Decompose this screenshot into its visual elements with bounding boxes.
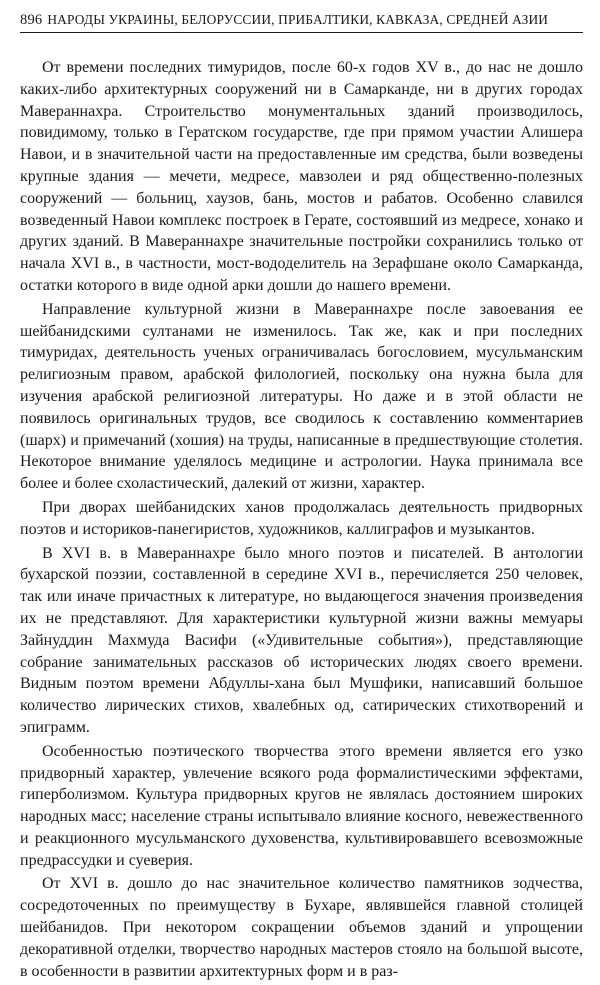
book-page [20, 12, 583, 984]
paragraph: Особенностью поэтического творчества этого времени является его узко придворный характер, увлечение всякого рода формалистическими эффектами, гиперболизмом. Культура придворных кругов не являлась достоянием широких народных масс; население страны испытывало влияние косного, невежественного и реакционного мусульманского духовенства, культивировавшего всевозможные предрассудки и суеверия. [20, 742, 583, 869]
running-header [20, 12, 583, 33]
page-number: 896 [20, 12, 43, 28]
running-title: НАРОДЫ УКРАИНЫ, БЕЛОРУССИИ, ПРИБАЛТИКИ, КАВКАЗА, СРЕДНЕЙ АЗИИ [47, 12, 549, 27]
paragraph: При дворах шейбанидских ханов продолжалась деятельность придворных поэтов и историков-панегиристов, художников, каллиграфов и музыкантов. [20, 498, 583, 538]
paragraph: От времени последних тимуридов, после 60-х годов XV в., до нас не дошло каких-либо архитектурных сооружений ни в Самарканде, ни в других городах Мавераннахра. Строительство монументальных зданий производилось, повидимому, только в Гератском государстве, где при прямом участии Алишера Навои, и в значительной части на предоставленные им средства, были возведены крупные здания — мечети, медресе, мавзолеи и ряд общественно-полезных сооружений — больниц, хаузов, бань, мостов и рабатов. Особенно славился возведенный Навои комплекс построек в Герате, состоявший из медресе, хонако и других зданий. В Мавераннахре значительные постройки сохранились только от начала XVI в., в частности, мост-вододелитель на Зерафшане около Самарканда, остатки которого в виде одной арки дошли до нашего времени. [20, 59, 583, 294]
paragraph: От XVI в. дошло до нас значительное количество памятников зодчества, сосредоточенных по преимуществу в Бухаре, являвшейся главной столицей шейбанидов. При некотором сокращении объемов зданий и упрощении декоративной отделки, творчество народных мастеров стояло на большой высоте, в особенности в развитии архитектурных форм и в раз- [20, 875, 583, 980]
paragraph: Направление культурной жизни в Мавераннахре после завоевания ее шейбанидскими султанами не изменилось. Так же, как и при последних тимуридах, деятельность ученых ограничивалась богословием, мусульманским религиозным правом, арабской филологией, поскольку она нужна была для изучения арабской религиозной литературы. Но даже и в этой области не появилось оригинальных трудов, все сводилось к составлению комментариев (шарх) и примечаний (хошия) на труды, написанные в предшествующие столетия. Некоторое внимание уделялось медицине и астрологии. Наука принимала все более и более схоластический, далекий от жизни, характер. [20, 300, 583, 493]
page-body [20, 57, 583, 982]
paragraph: В XVI в. в Мавераннахре было много поэтов и писателей. В антологии бухарской поэзии, составленной в середине XVI в., перечисляется 250 человек, так или иначе причастных к литературе, но выдающегося значения произведения их не представляют. Для характеристики культурной жизни важны мемуары Зайнуддин Махмуда Васифи («Удивительные события»), представляющие собрание занимательных рассказов об исторических людях своего времени. Видным поэтом времени Абдуллы-хана был Мушфики, написавший большое количество лирических стихов, хвалебных од, сатирических стихотворений и эпиграмм. [20, 544, 583, 736]
